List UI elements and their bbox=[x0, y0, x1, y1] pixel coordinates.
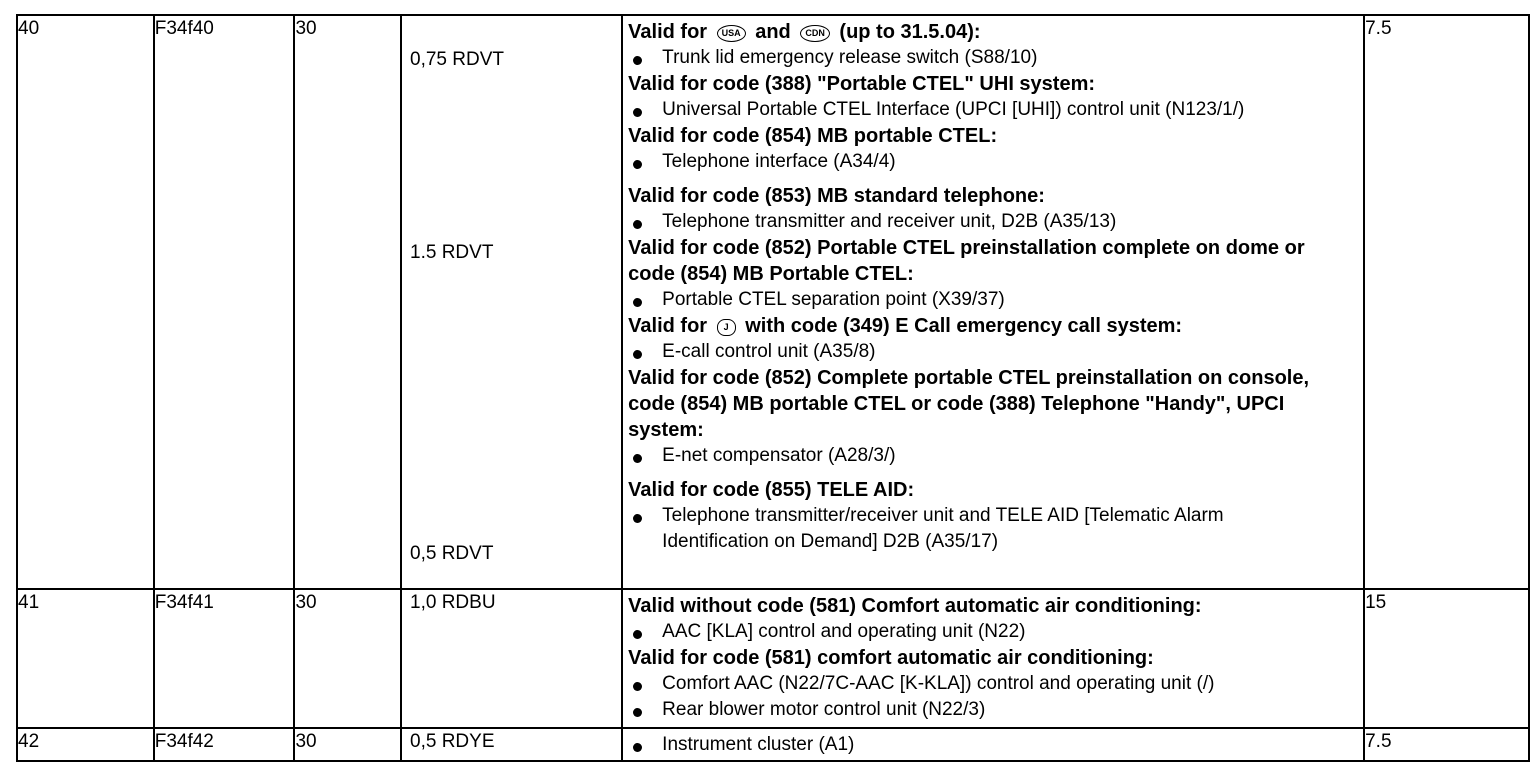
description-cell bbox=[622, 728, 1364, 761]
condition-block bbox=[628, 235, 1357, 313]
wire-spec: 1.5 RDVT bbox=[410, 242, 494, 263]
condition-heading: Valid for USA and CDN (up to 31.5.04): bbox=[628, 21, 981, 43]
fuse-number: 40 bbox=[17, 15, 154, 589]
list-item: Comfort AAC (N22/7C-AAC [K-KLA]) control and operating unit (/) bbox=[628, 671, 1357, 697]
terminal: 30 bbox=[294, 15, 401, 589]
condition-heading: Valid for code (855) TELE AID: bbox=[628, 479, 915, 501]
fuse-number: 42 bbox=[17, 728, 154, 761]
list-item: E-call control unit (A35/8) bbox=[628, 339, 1357, 365]
country-badge-usa: USA bbox=[717, 25, 746, 42]
condition-heading: Valid for code (854) MB portable CTEL: bbox=[628, 125, 998, 147]
amperage: 15 bbox=[1364, 589, 1529, 728]
list-item: Telephone transmitter/receiver unit and TELE AID [Telematic Alarm Identification on Demand] D2B (A35/17) bbox=[628, 503, 1357, 555]
condition-block bbox=[628, 19, 1357, 71]
list-item: Trunk lid emergency release switch (S88/10) bbox=[628, 45, 1357, 71]
condition-block bbox=[628, 313, 1357, 365]
wire-spec: 0,5 RDVT bbox=[410, 543, 494, 564]
condition-block bbox=[628, 365, 1357, 469]
wire-spec: 1,0 RDBU bbox=[401, 589, 622, 728]
condition-block bbox=[628, 645, 1357, 723]
condition-heading: Valid for code (852) Complete portable CTEL preinstallation on console, code (854) MB portable CTEL or code (388) Telephone "Handy", UPCI system: bbox=[628, 367, 1310, 441]
country-badge-j: J bbox=[717, 319, 736, 336]
condition-heading: Valid for code (853) MB standard telephone: bbox=[628, 185, 1045, 207]
fuse-table bbox=[16, 14, 1530, 762]
wire-spec: 0,75 RDVT bbox=[410, 49, 504, 70]
condition-heading: Valid without code (581) Comfort automatic air conditioning: bbox=[628, 595, 1202, 617]
fuse-number: 41 bbox=[17, 589, 154, 728]
amperage: 7.5 bbox=[1364, 15, 1529, 589]
table-row bbox=[17, 728, 1529, 761]
list-item: Telephone interface (A34/4) bbox=[628, 149, 1357, 175]
condition-block bbox=[628, 71, 1357, 123]
terminal: 30 bbox=[294, 728, 401, 761]
list-item: AAC [KLA] control and operating unit (N22) bbox=[628, 619, 1357, 645]
list-item: E-net compensator (A28/3/) bbox=[628, 443, 1357, 469]
condition-block bbox=[628, 183, 1357, 235]
list-item: Universal Portable CTEL Interface (UPCI [UHI]) control unit (N123/1/) bbox=[628, 97, 1357, 123]
country-badge-cdn: CDN bbox=[800, 25, 830, 42]
condition-heading: Valid for code (388) "Portable CTEL" UHI system: bbox=[628, 73, 1096, 95]
condition-heading: Valid for code (581) comfort automatic air conditioning: bbox=[628, 647, 1154, 669]
list-item: Telephone transmitter and receiver unit, D2B (A35/13) bbox=[628, 209, 1357, 235]
terminal: 30 bbox=[294, 589, 401, 728]
amperage: 7.5 bbox=[1364, 728, 1529, 761]
fuse-id: F34f42 bbox=[154, 728, 295, 761]
description-cell bbox=[622, 589, 1364, 728]
condition-heading: Valid for J with code (349) E Call emergency call system: bbox=[628, 315, 1183, 337]
wire-cell bbox=[401, 15, 622, 589]
wire-spec: 0,5 RDYE bbox=[401, 728, 622, 761]
fuse-id: F34f41 bbox=[154, 589, 295, 728]
table-row bbox=[17, 589, 1529, 728]
list-item: Rear blower motor control unit (N22/3) bbox=[628, 697, 1357, 723]
list-item: Portable CTEL separation point (X39/37) bbox=[628, 287, 1357, 313]
fuse-id: F34f40 bbox=[154, 15, 295, 589]
condition-block bbox=[628, 477, 1357, 555]
condition-block bbox=[628, 123, 1357, 175]
description-cell bbox=[622, 15, 1364, 589]
list-item: Instrument cluster (A1) bbox=[628, 732, 1357, 758]
table-row bbox=[17, 15, 1529, 589]
condition-block bbox=[628, 593, 1357, 645]
condition-heading: Valid for code (852) Portable CTEL preinstallation complete on dome or code (854) MB Portable CTEL: bbox=[628, 237, 1305, 285]
